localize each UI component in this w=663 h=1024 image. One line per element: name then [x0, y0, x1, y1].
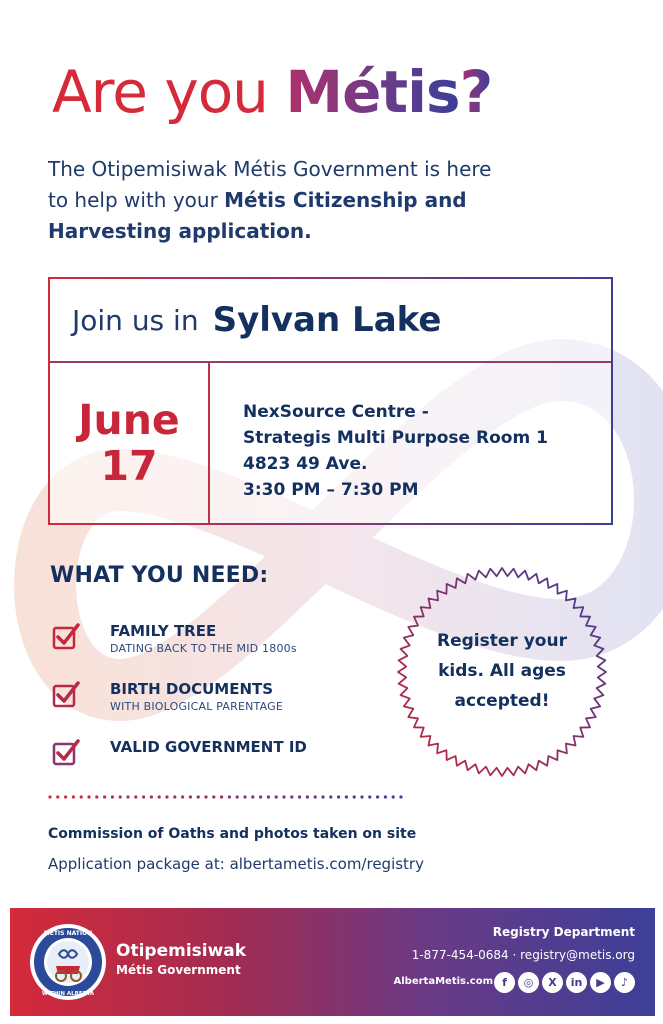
divider-dot	[251, 795, 254, 798]
event-location-header	[50, 279, 611, 363]
event-venue-details	[243, 399, 548, 503]
divider-dot	[181, 795, 184, 798]
logo-text-bottom: WITHIN ALBERTA	[41, 991, 95, 997]
divider-dot	[243, 795, 246, 798]
divider-dot	[95, 795, 98, 798]
event-date	[50, 363, 210, 523]
divider-dot	[353, 795, 356, 798]
divider-dot	[345, 795, 348, 798]
divider-dot	[314, 795, 317, 798]
divider-dot	[87, 795, 90, 798]
divider-dot	[298, 795, 301, 798]
divider-dot	[259, 795, 262, 798]
intro-line-3-bold: Harvesting application.	[48, 219, 312, 243]
need-item-subtitle: WITH BIOLOGICAL PARENTAGE	[110, 700, 283, 713]
event-time: 3:30 PM – 7:30 PM	[243, 480, 419, 500]
divider-dot	[376, 795, 379, 798]
venue-name: NexSource Centre -	[243, 402, 429, 422]
divider-dot	[173, 795, 176, 798]
divider-dot	[142, 795, 145, 798]
divider-dot	[220, 795, 223, 798]
need-item-title: BIRTH DOCUMENTS	[110, 680, 274, 698]
youtube-icon[interactable]: ▶	[590, 972, 611, 993]
social-icons	[494, 972, 635, 993]
checkbox-checked-icon	[52, 738, 80, 766]
divider-dot	[72, 795, 75, 798]
headline-question-mark: ?	[459, 58, 493, 126]
divider-dot	[48, 795, 51, 798]
application-package-note: Application package at: albertametis.com/registry	[48, 855, 424, 873]
need-item-subtitle: DATING BACK TO THE MID 1800s	[110, 642, 297, 655]
linkedin-icon[interactable]: in	[566, 972, 587, 993]
divider-dot	[267, 795, 270, 798]
event-details-box	[48, 277, 613, 525]
divider-dot	[119, 795, 122, 798]
intro-line-2-plain: to help with your	[48, 188, 225, 212]
org-name: Otipemisiwak	[116, 941, 247, 961]
divider-dot	[158, 795, 161, 798]
divider-dot	[392, 795, 395, 798]
divider-dot	[337, 795, 340, 798]
divider-dot	[368, 795, 371, 798]
divider-dot	[290, 795, 293, 798]
org-subtitle: Métis Government	[116, 963, 241, 977]
need-item-title: VALID GOVERNMENT ID	[110, 738, 307, 756]
divider-dot	[56, 795, 59, 798]
divider-dot	[197, 795, 200, 798]
footer-banner	[10, 908, 655, 1016]
instagram-icon[interactable]: ◎	[518, 972, 539, 993]
intro-line-1: The Otipemisiwak Métis Government is here	[48, 157, 492, 181]
headline	[52, 56, 652, 128]
what-you-need-heading: WHAT YOU NEED:	[50, 563, 269, 588]
register-kids-badge	[396, 626, 608, 716]
event-month: June	[78, 396, 180, 444]
divider-dot	[150, 795, 153, 798]
divider-dot	[165, 795, 168, 798]
event-city: Sylvan Lake	[212, 300, 442, 340]
headline-plain: Are you	[52, 58, 286, 126]
badge-line-3: accepted!	[454, 691, 550, 711]
divider-dot	[80, 795, 83, 798]
website-link[interactable]: AlbertaMetis.com	[393, 976, 493, 987]
divider-dot	[103, 795, 106, 798]
divider-dot	[111, 795, 114, 798]
divider-dot	[64, 795, 67, 798]
checkbox-checked-icon	[52, 622, 80, 650]
intro-paragraph	[48, 154, 568, 247]
venue-address: 4823 49 Ave.	[243, 454, 368, 474]
intro-line-2	[48, 185, 568, 216]
divider-dot	[306, 795, 309, 798]
divider-dot	[228, 795, 231, 798]
divider-dot	[275, 795, 278, 798]
event-day: 17	[100, 442, 158, 490]
registry-contact[interactable]: 1-877-454-0684 · registry@metis.org	[411, 948, 635, 962]
intro-line-2-bold: Métis Citizenship and	[224, 188, 467, 212]
facebook-icon[interactable]: f	[494, 972, 515, 993]
logo-text-top: MÉTIS NATION	[43, 930, 93, 937]
divider-dot	[236, 795, 239, 798]
divider-dot	[399, 795, 402, 798]
venue-room: Strategis Multi Purpose Room 1	[243, 428, 548, 448]
divider-dot	[384, 795, 387, 798]
divider-dot	[329, 795, 332, 798]
divider-dot	[282, 795, 285, 798]
divider-dot	[360, 795, 363, 798]
x-icon[interactable]: X	[542, 972, 563, 993]
divider-dot	[321, 795, 324, 798]
join-us-text: Join us in	[72, 303, 199, 337]
divider-dot	[189, 795, 192, 798]
divider-dot	[212, 795, 215, 798]
divider-dot	[204, 795, 207, 798]
tiktok-icon[interactable]: ♪	[614, 972, 635, 993]
badge-line-1: Register your	[437, 631, 567, 651]
registry-department: Registry Department	[492, 925, 635, 939]
headline-bold: Métis	[285, 58, 460, 126]
badge-line-2: kids. All ages	[438, 661, 566, 681]
divider-dot	[126, 795, 129, 798]
intro-line-3	[48, 216, 568, 247]
need-item-title: FAMILY TREE	[110, 622, 217, 640]
metis-nation-logo	[28, 922, 108, 1002]
divider-dot	[134, 795, 137, 798]
commission-of-oaths-note: Commission of Oaths and photos taken on site	[48, 826, 417, 842]
dotted-divider	[48, 795, 408, 799]
checkbox-checked-icon	[52, 680, 80, 708]
